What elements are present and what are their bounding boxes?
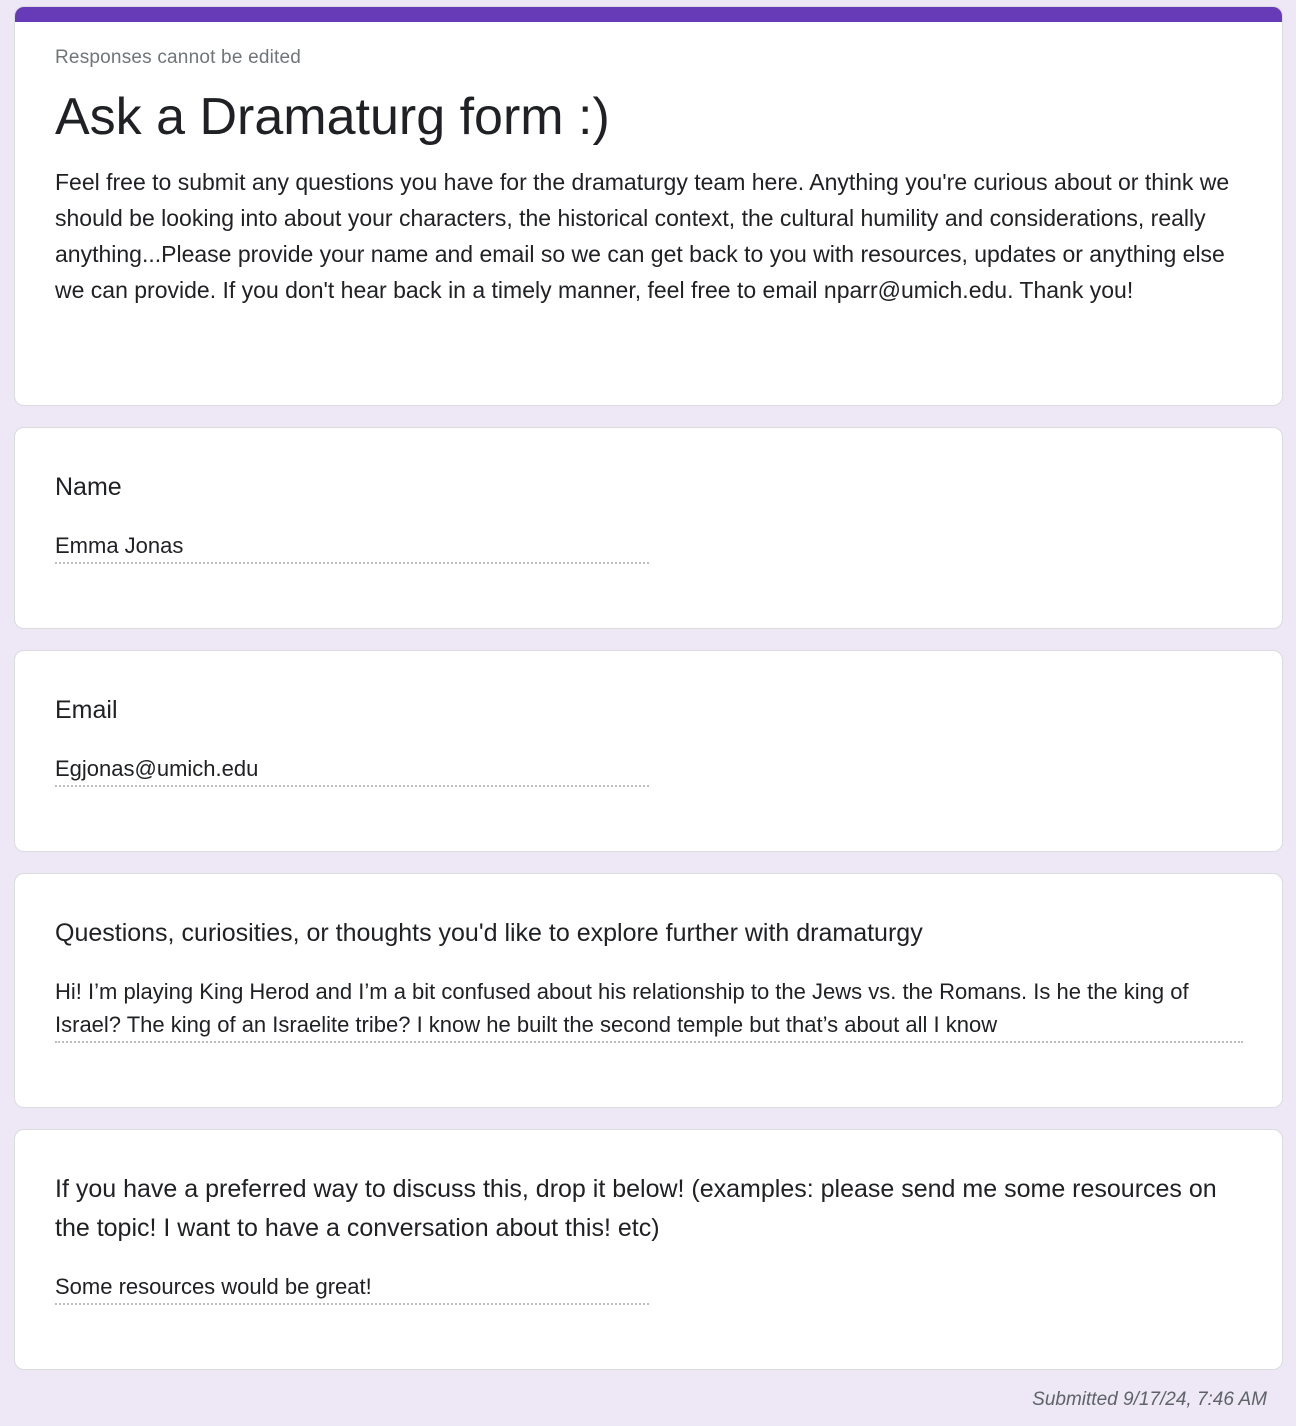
question-card-email (14, 650, 1283, 852)
form-response-page (14, 6, 1283, 1370)
form-header-card (14, 6, 1283, 406)
question-title: Questions, curiosities, or thoughts you'd like to explore further with dramaturgy (55, 919, 923, 947)
answer-text: Emma Jonas (55, 529, 649, 564)
answer-text: Some resources would be great! (55, 1270, 649, 1305)
question-card-name (14, 427, 1283, 629)
question-card-preferred-way (14, 1129, 1283, 1370)
form-description: Feel free to submit any questions you have for the dramaturgy team here. Anything you're curious about or think we should be looking into about your characters, the historical context, the cultural humility and considerations, really anything...Please provide your name and email so we can get back to you with resources, updates or anything else we can provide. If you don't hear back in a timely manner, feel free to email nparr@umich.edu. Thank you! (55, 169, 1230, 303)
question-title: Name (55, 473, 122, 501)
answer-text: Hi! I’m playing King Herod and I’m a bit confused about his relationship to the Jews vs. the Romans. Is he the king of Israel? The king of an Israelite tribe? I know he built the second temple but that’s about all I know (55, 975, 1243, 1043)
form-title: Ask a Dramaturg form :) (55, 88, 610, 146)
question-card-questions (14, 873, 1283, 1108)
answer-text: Egjonas@umich.edu (55, 752, 649, 787)
question-title: If you have a preferred way to discuss this, drop it below! (examples: please send me some resources on the topic! I want to have a conversation about this! etc) (55, 1175, 1217, 1242)
accent-bar (14, 6, 1283, 22)
question-title: Email (55, 696, 118, 724)
responses-cannot-be-edited-note: Responses cannot be edited (55, 47, 302, 68)
submitted-timestamp: Submitted 9/17/24, 7:46 AM (1032, 1389, 1267, 1410)
